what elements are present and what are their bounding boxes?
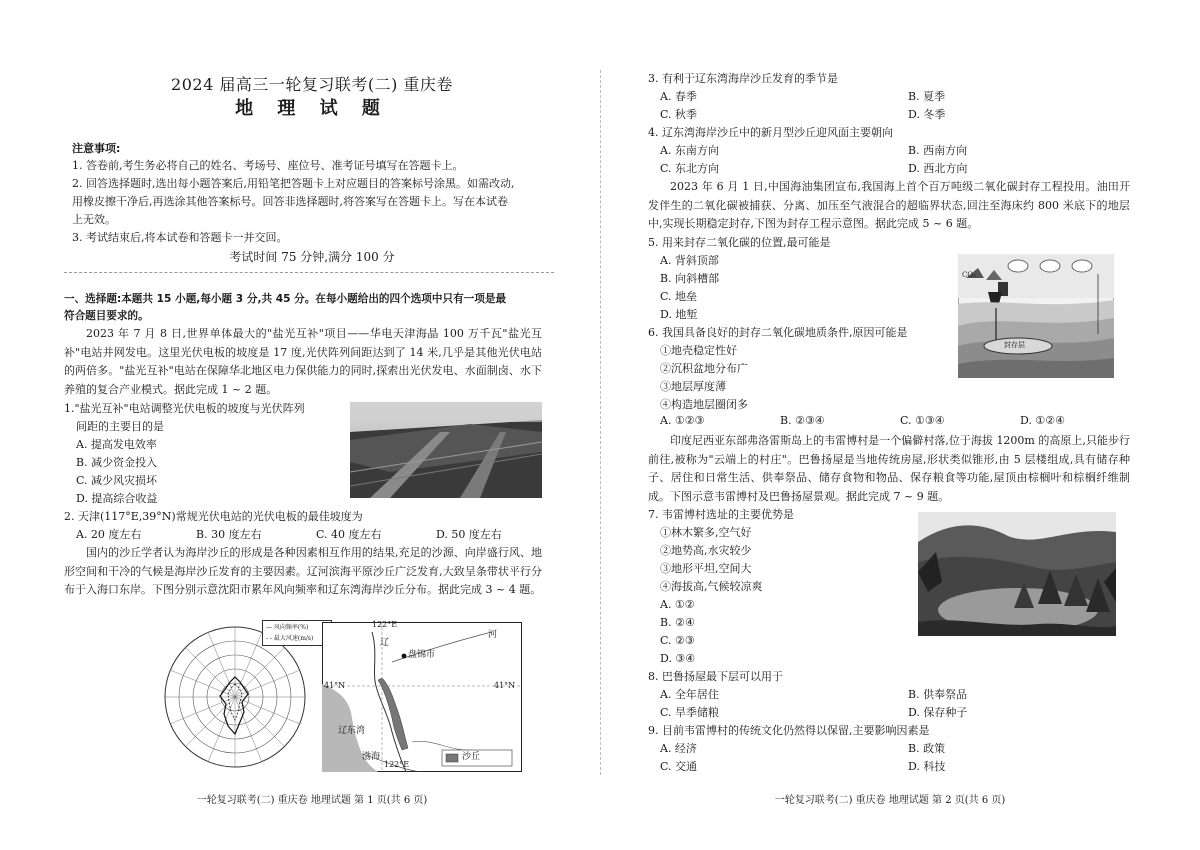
q1-option-d[interactable]: D. 提高综合收益 bbox=[76, 492, 158, 505]
map-legend-dune: 沙丘 bbox=[462, 752, 481, 762]
section1-heading-cont: 符合题目要求的。 bbox=[64, 310, 149, 322]
diagram-label-co2: CO₂ bbox=[962, 271, 976, 279]
q4-option-b[interactable]: B. 西南方向 bbox=[908, 144, 968, 157]
q1-option-b[interactable]: B. 减少资金投入 bbox=[76, 456, 158, 469]
q3-option-d[interactable]: D. 冬季 bbox=[908, 108, 946, 121]
q8-option-d[interactable]: D. 保存种子 bbox=[908, 706, 968, 719]
q6-option-d[interactable]: D. ①②④ bbox=[1020, 414, 1066, 427]
notice-heading: 注意事项: bbox=[72, 142, 121, 155]
question-1-cont: 间距的主要目的是 bbox=[76, 420, 164, 433]
q9-option-d[interactable]: D. 科技 bbox=[908, 760, 946, 773]
q6-options bbox=[660, 414, 1140, 427]
map-sea-label: 渤海 bbox=[362, 752, 381, 762]
q7-option-c[interactable]: C. ②③ bbox=[660, 634, 695, 647]
q4-option-c[interactable]: C. 东北方向 bbox=[660, 162, 720, 175]
q2-options bbox=[76, 526, 556, 542]
notice-item-2-end: 上无效。 bbox=[72, 213, 116, 226]
notice-divider bbox=[64, 272, 554, 273]
q3-option-b[interactable]: B. 夏季 bbox=[908, 90, 946, 103]
q6-item-2: ②沉积盆地分布广 bbox=[660, 362, 748, 375]
q8-option-a[interactable]: A. 全年居住 bbox=[660, 688, 719, 701]
question-2: 2. 天津(117°E,39°N)常规光伏电站的光伏电板的最佳坡度为 bbox=[64, 510, 363, 523]
q7-item-1: ①林木繁多,空气好 bbox=[660, 526, 752, 539]
q3-option-a[interactable]: A. 春季 bbox=[660, 90, 697, 103]
notice-item-3: 3. 考试结束后,将本试卷和答题卡一并交回。 bbox=[72, 231, 288, 244]
q2-option-b[interactable]: B. 30 度左右 bbox=[196, 528, 262, 541]
q5-option-c[interactable]: C. 地垒 bbox=[660, 290, 698, 303]
q9-option-a[interactable]: A. 经济 bbox=[660, 742, 697, 755]
question-6: 6. 我国具备良好的封存二氧化碳地质条件,原因可能是 bbox=[648, 326, 908, 339]
q8-option-c[interactable]: C. 旱季储粮 bbox=[660, 706, 720, 719]
page-2-footer: 一轮复习联考(二) 重庆卷 地理试题 第 2 页(共 6 页) bbox=[774, 795, 1006, 806]
map-lat-left: 41°N bbox=[324, 681, 346, 690]
section1-heading: 一、选择题:本题共 15 小题,每小题 3 分,共 45 分。在每小题给出的四个选项中只有一项是最 bbox=[64, 293, 507, 305]
notice-item-2: 2. 回答选择题时,选出每小题答案后,用铅笔把答题卡上对应题目的答案标号涂黑。如需改动, bbox=[72, 177, 515, 190]
q1-option-a[interactable]: A. 提高发电效率 bbox=[76, 438, 157, 451]
q4-option-d[interactable]: D. 西北方向 bbox=[908, 162, 968, 175]
page-1-footer: 一轮复习联考(二) 重庆卷 地理试题 第 1 页(共 6 页) bbox=[196, 795, 428, 806]
q4-option-a[interactable]: A. 东南方向 bbox=[660, 144, 719, 157]
q9-option-b[interactable]: B. 政策 bbox=[908, 742, 946, 755]
passage-wae-rebo: 印度尼西亚东部弗洛雷斯岛上的韦雷博村是一个偏僻村落,位于海拔 1200m 的高原上,只能步行前往,被称为"云端上的村庄"。巴鲁扬屋是当地传统房屋,形状类似锥形,由 5 层楼组成,具有储存种子、居住和日常生活、供奉祭品、储存食物和物品、保存粮食等功能,屋顶由棕榈叶和棕榈纤维制成。下图示意韦雷博村及巴鲁扬屋景观。据此完成 7 ~ 9 题。 bbox=[648, 434, 1130, 503]
solar-farm-photo bbox=[350, 402, 542, 498]
q6-item-1: ①地壳稳定性好 bbox=[660, 344, 737, 357]
q6-option-a[interactable]: A. ①②③ bbox=[660, 414, 705, 427]
question-1: 1."盐光互补"电站调整光伏电板的坡度与光伏阵列 bbox=[64, 402, 305, 415]
map-lon-top: 122°E bbox=[372, 620, 398, 629]
map-river-label: 辽 bbox=[380, 638, 390, 648]
legend-item-frequency: — 风向频率(%) bbox=[266, 624, 309, 631]
subject-title: 地 理 试 题 bbox=[235, 98, 389, 119]
q6-item-3: ③地层厚度薄 bbox=[660, 380, 726, 393]
q7-item-3: ③地形平坦,空间大 bbox=[660, 562, 752, 575]
q2-option-c[interactable]: C. 40 度左右 bbox=[316, 528, 382, 541]
diagram-label-reservoir: 封存层 bbox=[1004, 341, 1025, 349]
q7-item-4: ④海拔高,气候较凉爽 bbox=[660, 580, 763, 593]
question-4: 4. 辽东湾海岸沙丘中的新月型沙丘迎风面主要朝向 bbox=[648, 126, 893, 139]
page-2 bbox=[648, 0, 1132, 850]
question-8: 8. 巴鲁扬屋最下层可以用于 bbox=[648, 670, 783, 683]
q9-option-c[interactable]: C. 交通 bbox=[660, 760, 698, 773]
q7-option-a[interactable]: A. ①② bbox=[660, 598, 695, 611]
q2-option-a[interactable]: A. 20 度左右 bbox=[76, 528, 142, 541]
passage-salt-solar: 2023 年 7 月 8 日,世界单体最大的"盐光互补"项目——华电天津海晶 100 万千瓦"盐光互补"电站并网发电。这里光伏电板的坡度是 17 度,光伏阵列间距达到了 14 米,几乎是其他光伏电站的两倍多。"盐光互补"电站在保障华北地区电力保供能力的同时,探索出光伏发电、水面制卤、水下养殖的复合产业模式。据此完成 1 ~ 2 题。 bbox=[64, 327, 542, 396]
passage-coastal-dunes: 国内的沙丘学者认为海岸沙丘的形成是各种因素相互作用的结果,充足的沙源、向岸盛行风、地形空间和干冷的气候是海岸沙丘发育的主要因素。辽河滨海平原沙丘广泛发育,大致呈条带状平行分布于入海口东岸。下图分别示意沈阳市累年风向频率和辽东湾海岸沙丘分布。据此完成 3 ~ 4 题。 bbox=[64, 546, 542, 596]
notice-item-2-cont: 用橡皮擦干净后,再选涂其他答案标号。回答非选择题时,将答案写在答题卡上。写在本试卷 bbox=[72, 195, 508, 208]
q7-item-2: ②地势高,水灾较少 bbox=[660, 544, 752, 557]
legend-item-max-speed: - - 最大风速(m/s) bbox=[266, 635, 314, 642]
map-lat-right: 41°N bbox=[494, 681, 516, 690]
question-3: 3. 有利于辽东湾海岸沙丘发育的季节是 bbox=[648, 72, 838, 85]
q3-option-c[interactable]: C. 秋季 bbox=[660, 108, 698, 121]
question-9: 9. 目前韦雷博村的传统文化仍然得以保留,主要影响因素是 bbox=[648, 724, 930, 737]
notice-item-1: 1. 答卷前,考生务必将自己的姓名、考场号、座位号、准考证号填写在答题卡上。 bbox=[72, 159, 464, 172]
exam-title: 2024 届高三一轮复习联考(二) 重庆卷 bbox=[171, 75, 453, 94]
exam-time: 考试时间 75 分钟,满分 100 分 bbox=[229, 250, 395, 264]
wae-rebo-village-photo bbox=[918, 512, 1116, 636]
map-city-panjin: 盘锦市 bbox=[408, 650, 436, 660]
q8-option-b[interactable]: B. 供奉祭品 bbox=[908, 688, 968, 701]
passage-co2-storage: 2023 年 6 月 1 日,中国海油集团宣布,我国海上首个百万吨级二氧化碳封存工程投用。油田开发伴生的二氧化碳被捕获、分离、加压至气液混合的超临界状态,回注至海床约 800 米底下的地层中,实现长期稳定封存,下图为封存工程示意图。据此完成 5 ~ 6 题。 bbox=[648, 180, 1130, 230]
q6-option-c[interactable]: C. ①③④ bbox=[900, 414, 945, 427]
map-bay-label: 辽东湾 bbox=[338, 726, 366, 736]
page-divider bbox=[600, 70, 601, 775]
liaodong-bay-dune-map bbox=[322, 622, 522, 772]
map-lon-bottom: 122°E bbox=[384, 760, 410, 769]
map-river-label-2: 河 bbox=[488, 630, 498, 640]
q7-option-d[interactable]: D. ③④ bbox=[660, 652, 696, 665]
q5-option-d[interactable]: D. 地堑 bbox=[660, 308, 698, 321]
page-1 bbox=[64, 0, 552, 850]
q7-option-b[interactable]: B. ②④ bbox=[660, 616, 695, 629]
question-7: 7. 韦雷博村选址的主要优势是 bbox=[648, 508, 794, 521]
q5-option-a[interactable]: A. 背斜顶部 bbox=[660, 254, 719, 267]
co2-storage-diagram bbox=[958, 254, 1114, 378]
q2-option-d[interactable]: D. 50 度左右 bbox=[436, 528, 502, 541]
q5-option-b[interactable]: B. 向斜槽部 bbox=[660, 272, 720, 285]
q6-item-4: ④构造地层圈闭多 bbox=[660, 398, 748, 411]
q6-option-b[interactable]: B. ②③④ bbox=[780, 414, 825, 427]
question-5: 5. 用来封存二氧化碳的位置,最可能是 bbox=[648, 236, 831, 249]
q1-option-c[interactable]: C. 减少风灾损坏 bbox=[76, 474, 158, 487]
